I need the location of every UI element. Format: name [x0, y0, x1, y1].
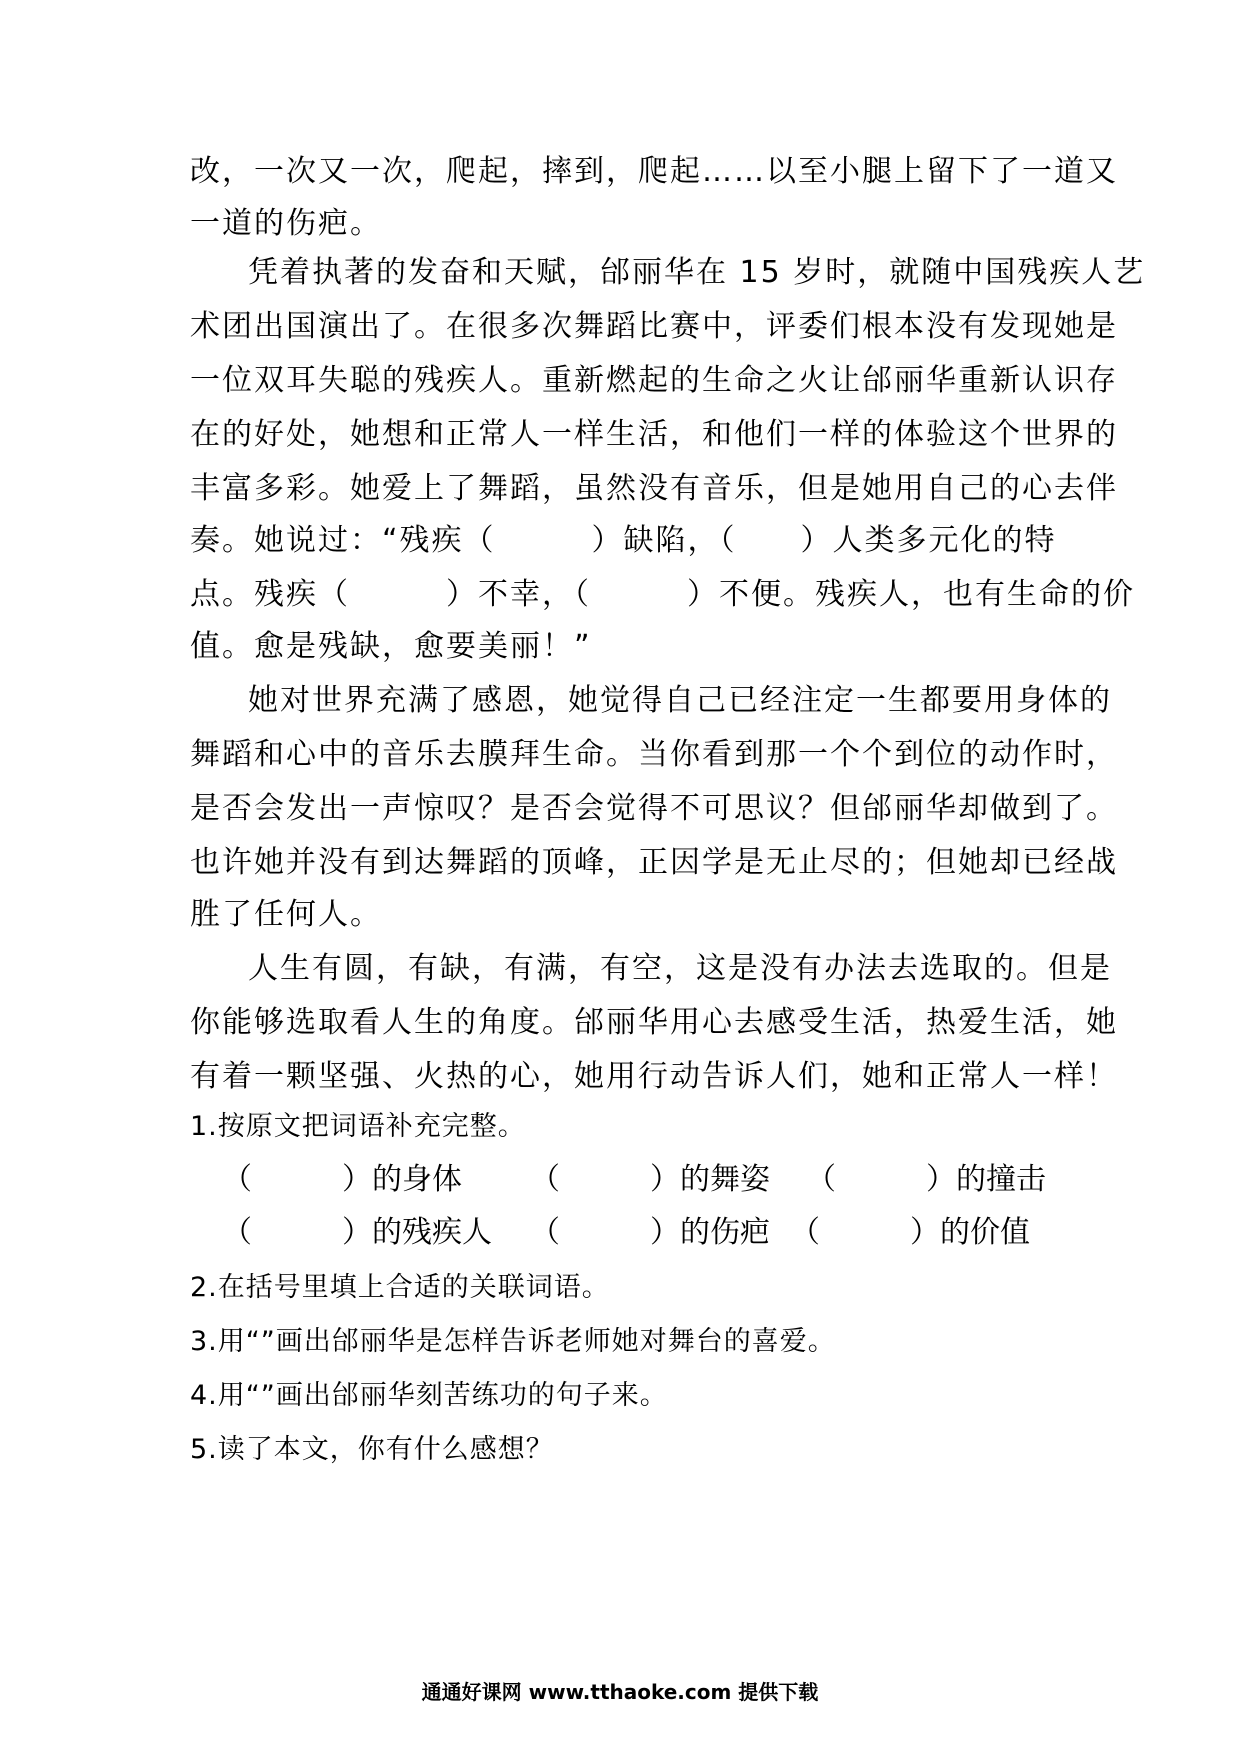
- footer-download-credit: 通通好课网 www.tthaoke.com 提供下载: [421, 1680, 819, 1704]
- fill-item: （ ）的残疾人: [222, 1215, 492, 1250]
- question-3: 3.用“”画出邰丽华是怎样告诉老师她对舞台的喜爱。: [190, 1326, 836, 1357]
- fill-item: （ ）的身体: [222, 1162, 462, 1197]
- passage-line: 丰富多彩。她爱上了舞蹈，虽然没有音乐，但是她用自己的心去伴: [190, 471, 1118, 506]
- fill-item: （ ）的伤疤: [530, 1215, 770, 1250]
- passage-line: 她对世界充满了感恩，她觉得自己已经注定一生都要用身体的: [248, 683, 1112, 718]
- passage-line: 改，一次又一次，爬起，摔到，爬起……以至小腿上留下了一道又: [190, 154, 1118, 189]
- passage-line: 有着一颗坚强、火热的心，她用行动告诉人们，她和正常人一样！: [190, 1059, 1118, 1094]
- passage-line: 点。残疾（ ）不幸，（ ）不便。残疾人，也有生命的价: [190, 577, 1135, 612]
- fill-item: （ ）的舞姿: [530, 1162, 770, 1197]
- passage-line: 凭着执著的发奋和天赋，邰丽华在 15 岁时，就随中国残疾人艺: [248, 255, 1146, 290]
- question-1: 1.按原文把词语补充完整。: [190, 1111, 526, 1142]
- passage-line: 术团出国演出了。在很多次舞蹈比赛中，评委们根本没有发现她是: [190, 309, 1118, 344]
- fill-item: （ ）的价值: [790, 1215, 1030, 1250]
- passage-line: 一道的伤疤。: [190, 206, 382, 241]
- passage-line: 值。愈是残缺，愈要美丽！”: [190, 629, 592, 664]
- question-4: 4.用“”画出邰丽华刻苦练功的句子来。: [190, 1380, 668, 1411]
- question-5: 5.读了本文，你有什么感想？: [190, 1434, 554, 1465]
- passage-line: 一位双耳失聪的残疾人。重新燃起的生命之火让邰丽华重新认识存: [190, 363, 1118, 398]
- passage-line: 人生有圆，有缺，有满，有空，这是没有办法去选取的。但是: [248, 951, 1112, 986]
- passage-line: 是否会发出一声惊叹？是否会觉得不可思议？但邰丽华却做到了。: [190, 791, 1118, 826]
- passage-line: 在的好处，她想和正常人一样生活，和他们一样的体验这个世界的: [190, 417, 1118, 452]
- passage-line: 你能够选取看人生的角度。邰丽华用心去感受生活，热爱生活，她: [190, 1005, 1118, 1040]
- passage-line: 舞蹈和心中的音乐去膜拜生命。当你看到那一个个到位的动作时，: [190, 737, 1118, 772]
- passage-line: 胜了任何人。: [190, 897, 382, 932]
- passage-line: 奏。她说过：“残疾（ ）缺陷，（ ）人类多元化的特: [190, 523, 1057, 558]
- passage-line: 也许她并没有到达舞蹈的顶峰，正因学是无止尽的；但她却已经战: [190, 845, 1118, 880]
- question-2: 2.在括号里填上合适的关联词语。: [190, 1272, 610, 1303]
- fill-item: （ ）的撞击: [806, 1162, 1046, 1197]
